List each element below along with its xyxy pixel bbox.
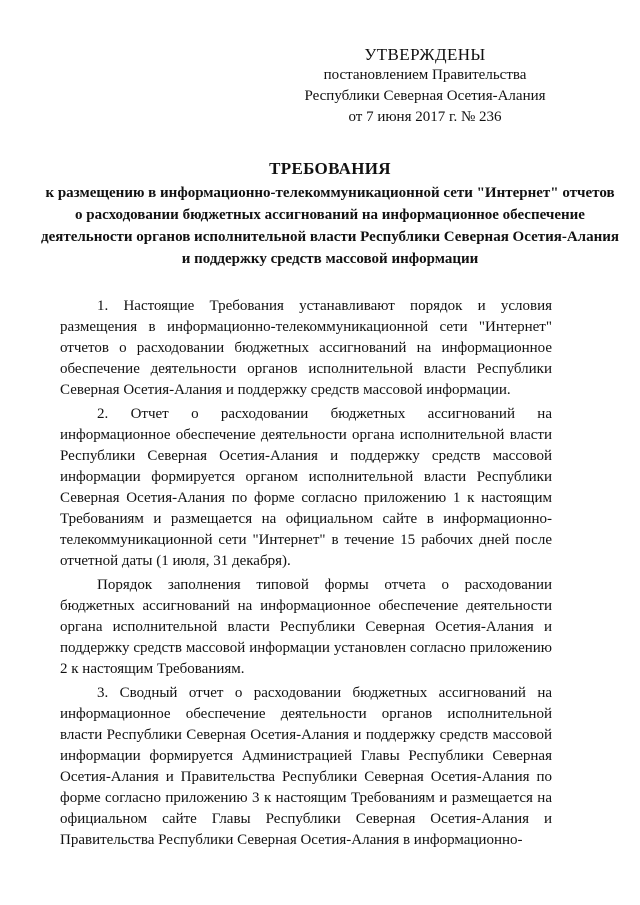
document-title	[40, 158, 620, 270]
title-subtitle: к размещению в информационно-телекоммуникационной сети "Интернет" отчетов о расходовании бюджетных ассигнований на информационное обеспечение деятельности органов исполнительной власти Республики Северная Осетия-Алания и поддержку средств массовой информации	[40, 185, 619, 267]
approval-heading: УТВЕРЖДЕНЫ	[364, 45, 486, 64]
approval-stamp	[270, 44, 580, 128]
title-main: ТРЕБОВАНИЯ	[269, 159, 391, 178]
paragraph-3: 3. Сводный отчет о расходовании бюджетных ассигнований на информационное обеспечение деятельности органов исполнительной власти Республики Северная Осетия-Алания и поддержку средств массовой информации формируется Администрацией Главы Республики Северная Осетия-Алания и Правительства Республики Северная Осетия-Алания по форме согласно приложению 3 к настоящим Требованиям и размещается на официальном сайте Главы Республики Северная Осетия-Алания и Правительства Республики Северная Осетия-Алания в информационно-	[60, 685, 552, 848]
document-body	[60, 296, 552, 851]
paragraph-2: 2. Отчет о расходовании бюджетных ассигнований на информационное обеспечение деятельности органа исполнительной власти Республики Северная Осетия-Алания и поддержку средств массовой информации формируется органом исполнительной власти Республики Северная Осетия-Алания по форме согласно приложению 1 к настоящим Требованиям и размещается на официальном сайте в информационно-телекоммуникационной сети "Интернет" в течение 15 рабочих дней после отчетной даты (1 июля, 31 декабря).	[60, 406, 552, 569]
approval-line-2: Республики Северная Осетия-Алания	[304, 88, 546, 104]
paragraph-2-procedure: Порядок заполнения типовой формы отчета о расходовании бюджетных ассигнований на информационное обеспечение деятельности органа исполнительной власти Республики Северная Осетия-Алания и поддержку средств массовой информации установлен согласно приложению 2 к настоящим Требованиям.	[60, 577, 552, 677]
paragraph-1: 1. Настоящие Требования устанавливают порядок и условия размещения в информационно-телекоммуникационной сети "Интернет" отчетов о расходовании бюджетных ассигнований на информационное обеспечение деятельности органов исполнительной власти Республики Северная Осетия-Алания и поддержку средств массовой информации.	[60, 298, 552, 398]
approval-line-3: от 7 июня 2017 г. № 236	[348, 109, 502, 125]
approval-line-1: постановлением Правительства	[323, 67, 527, 83]
